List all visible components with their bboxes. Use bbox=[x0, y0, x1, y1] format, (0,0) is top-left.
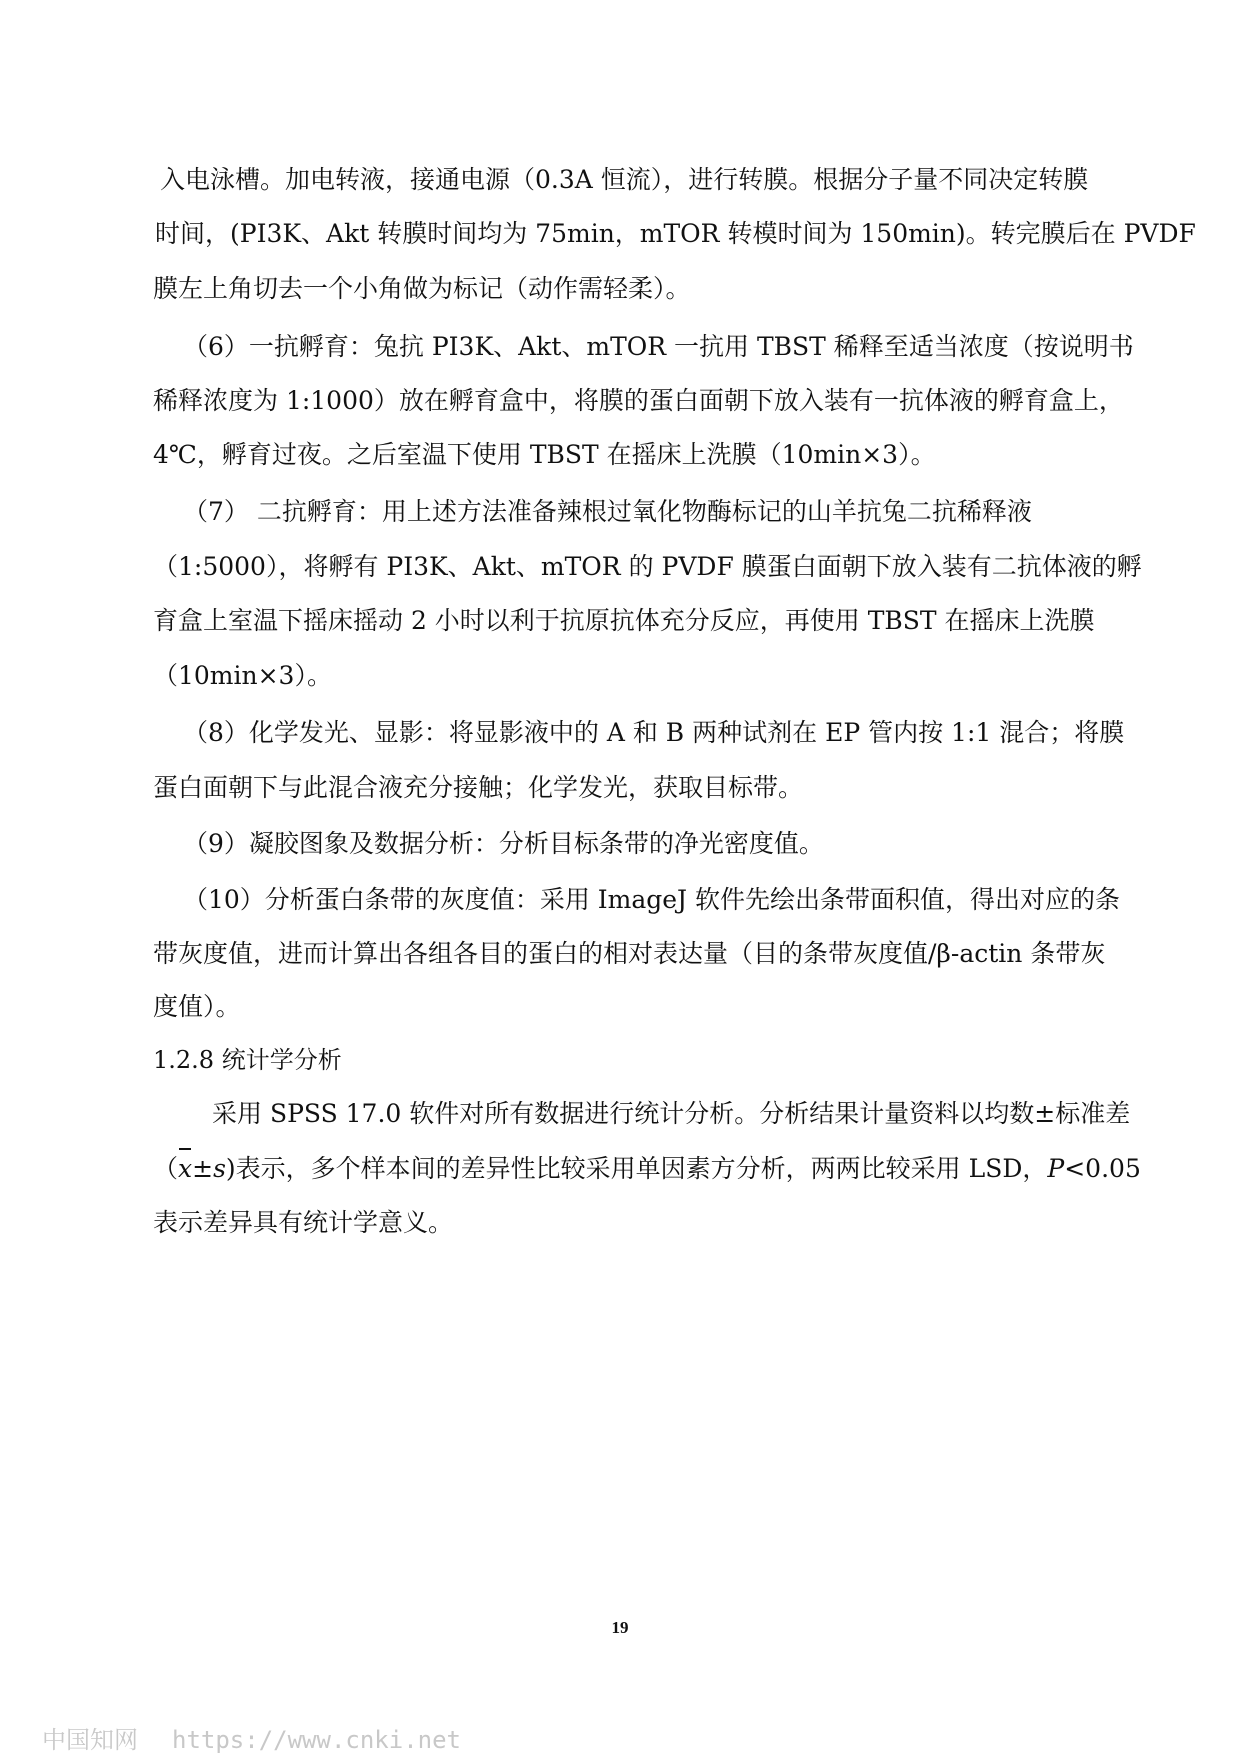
paragraph-7-line-1: （7） 二抗孵育：用上述方法准备辣根过氧化物酶标记的山羊抗兔二抗稀释液 bbox=[183, 497, 1032, 526]
paragraph-10-line-3: 度值）。 bbox=[153, 992, 241, 1021]
paragraph-8-line-2: 蛋白面朝下与此混合液充分接触；化学发光，获取目标带。 bbox=[153, 773, 804, 802]
watermark-logo-text: 中国知网 bbox=[42, 1726, 138, 1754]
paragraph-6-line-3: 4℃，孵育过夜。之后室温下使用 TBST 在摇床上洗膜（10min×3）。 bbox=[153, 440, 936, 469]
paragraph-6-line-1: （6）一抗孵育：兔抗 PI3K、Akt、mTOR 一抗用 TBST 稀释至适当浓度（按说明书 bbox=[183, 332, 1134, 361]
sd-s-symbol: s bbox=[213, 1154, 226, 1183]
paragraph-7-line-4: （10min×3）。 bbox=[153, 661, 332, 690]
paragraph-7-line-3: 育盒上室温下摇床摇动 2 小时以利于抗原抗体充分反应，再使用 TBST 在摇床上洗膜 bbox=[153, 606, 1095, 635]
paragraph-9-line-1: （9）凝胶图象及数据分析：分析目标条带的净光密度值。 bbox=[183, 829, 824, 858]
p-value-threshold: <0.05 bbox=[1064, 1154, 1141, 1183]
section-heading: 1.2.8 统计学分析 bbox=[153, 1046, 342, 1074]
paragraph-6-line-2: 稀释浓度为 1:1000）放在孵育盒中，将膜的蛋白面朝下放入装有一抗体液的孵育盒上， bbox=[153, 386, 1124, 415]
cnki-watermark bbox=[42, 1720, 461, 1755]
stats-paragraph-line-3: 表示差异具有统计学意义。 bbox=[153, 1208, 454, 1237]
p-value-symbol: P bbox=[1047, 1154, 1065, 1183]
watermark-url: https://www.cnki.net bbox=[172, 1726, 461, 1754]
plus-minus-symbol: ± bbox=[192, 1154, 214, 1183]
paragraph-transfer-line-3: 膜左上角切去一个小角做为标记（动作需轻柔）。 bbox=[153, 274, 691, 303]
paragraph-10-line-1: （10）分析蛋白条带的灰度值：采用 ImageJ 软件先绘出条带面积值，得出对应的条 bbox=[183, 885, 1121, 914]
stats-line-2-text: )表示，多个样本间的差异性比较采用单因素方分析，两两比较采用 LSD， bbox=[225, 1154, 1048, 1183]
paragraph-8-line-1: （8）化学发光、显影：将显影液中的 A 和 B 两种试剂在 EP 管内按 1:1 混合；将膜 bbox=[183, 718, 1125, 747]
stats-paragraph-line-1: 采用 SPSS 17.0 软件对所有数据进行统计分析。分析结果计量资料以均数±标准差 bbox=[212, 1099, 1131, 1128]
paragraph-transfer-line-2: 时间，(PI3K、Akt 转膜时间均为 75min，mTOR 转模时间为 150min)。转完膜后在 PVDF bbox=[155, 219, 1196, 248]
stats-paragraph-line-2 bbox=[153, 1152, 1141, 1186]
paragraph-transfer-line-1: 入电泳槽。加电转液，接通电源（0.3A 恒流），进行转膜。根据分子量不同决定转膜 bbox=[160, 165, 1089, 194]
paragraph-7-line-2: （1:5000），将孵有 PI3K、Akt、mTOR 的 PVDF 膜蛋白面朝下放入装有二抗体液的孵 bbox=[153, 552, 1142, 581]
stats-open-paren: （ bbox=[153, 1154, 179, 1183]
paragraph-10-line-2: 带灰度值，进而计算出各组各目的蛋白的相对表达量（目的条带灰度值/β-actin 条带灰 bbox=[153, 939, 1106, 968]
page-number: 19 bbox=[611, 1618, 629, 1637]
mean-x-bar-symbol: x bbox=[178, 1152, 192, 1186]
